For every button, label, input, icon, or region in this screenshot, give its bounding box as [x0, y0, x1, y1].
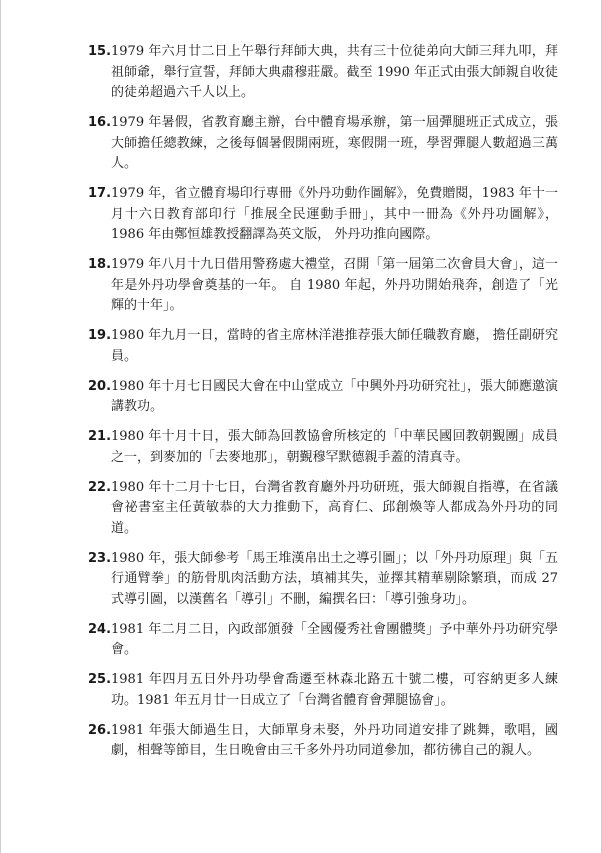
item-number: 25. — [88, 672, 112, 687]
item-text: 1980 年十月十日，張大師為回教協會所核定的「中華民國回教朝覲團」成員之一，到麥加的「去麥地那」，朝覲穆罕默德親手蓋的清真寺。 — [111, 429, 558, 465]
item-text: 1981 年四月五日外丹功學會喬遷至林森北路五十號二樓，可容納更多人練功。1981 年五月廿一日成立了「台灣省體育會彈腿協會」。 — [111, 672, 558, 708]
item-number: 17. — [88, 186, 112, 201]
list-item — [88, 113, 558, 175]
item-number: 23. — [88, 550, 112, 566]
item-text: 1980 年九月一日，當時的省主席林洋港推荐張大師任職教育廳， 擔任副研究員。 — [111, 328, 558, 364]
list-item — [88, 326, 558, 367]
chronology-list — [88, 42, 558, 771]
item-text: 1981 年二月二日，內政部頒發「全國優秀社會團體獎」予中華外丹功研究學會。 — [111, 621, 558, 657]
item-number: 24. — [88, 621, 112, 637]
item-text: 1979 年暑假，省教育廳主辦，台中體育場承辦，第一屆彈腿班正式成立，張大師擔任總教練，之後每個暑假開兩班，寒假開一班，學習彈腿人數超過三萬人。 — [111, 115, 558, 171]
item-text: 1980 年十二月十七日，台灣省教育廳外丹功研班，張大師親自指導，在省議會祕書室主任黃敏恭的大力推動下，高育仁、邱創煥等人都成為外丹功的同道。 — [111, 479, 558, 536]
item-number: 20. — [88, 378, 112, 394]
list-item — [88, 427, 558, 468]
list-item — [88, 620, 558, 661]
item-number: 19. — [88, 328, 112, 343]
item-number: 15. — [88, 44, 112, 59]
item-text: 1980 年十月七日國民大會在中山堂成立「中興外丹功研究社」，張大師應邀演講教功。 — [111, 378, 558, 414]
item-number: 21. — [88, 429, 112, 444]
item-number: 26. — [88, 722, 112, 738]
list-item — [88, 721, 558, 762]
item-text: 1979 年，省立體育場印行專冊《外丹功動作圖解》，免費贈閱，1983 年十一月十六日教育部印行「推展全民運動手冊」，其中一冊為《外丹功圖解》， 1986 年由鄭恒雄教授翻譯為英文版， 外丹功推向國際。 — [111, 186, 558, 242]
list-item — [88, 42, 558, 104]
list-item — [88, 255, 558, 317]
item-number: 18. — [88, 257, 112, 272]
list-item — [88, 377, 558, 418]
item-text: 1980 年，張大師參考「馬王堆漢帛出土之導引圖」；以「外丹功原理」與「五行通臂拳」的筋骨肌肉活動方法，填補其失，並擇其精華剔除繁瑣，而成 27 式導引圖，以漢舊名「導引」不刪，編撰名曰：「導引強身功」。 — [111, 550, 558, 607]
list-item — [88, 670, 558, 711]
item-text: 1979 年六月廿二日上午舉行拜師大典，共有三十位徒弟向大師三拜九叩，拜祖師爺，舉行宣誓，拜師大典肅穆莊嚴。截至 1990 年正式由張大師親自收徒的徒弟超過六千人以上。 — [111, 44, 558, 100]
item-number: 16. — [88, 115, 112, 130]
item-text: 1981 年張大師過生日，大師單身未娶，外丹功同道安排了跳舞，歌唱，國劇，相聲等節目，生日晚會由三千多外丹功同道參加，都彷彿自己的親人。 — [111, 722, 558, 758]
item-number: 22. — [88, 479, 112, 495]
item-text: 1979 年八月十九日借用警務處大禮堂，召開「第一屆第二次會員大會」，這一年是外丹功學會奠基的一年。 自 1980 年起，外丹功開始飛奔，創造了「光輝的十年」。 — [111, 257, 558, 313]
list-item — [88, 549, 558, 611]
list-item — [88, 478, 558, 540]
list-item — [88, 184, 558, 246]
